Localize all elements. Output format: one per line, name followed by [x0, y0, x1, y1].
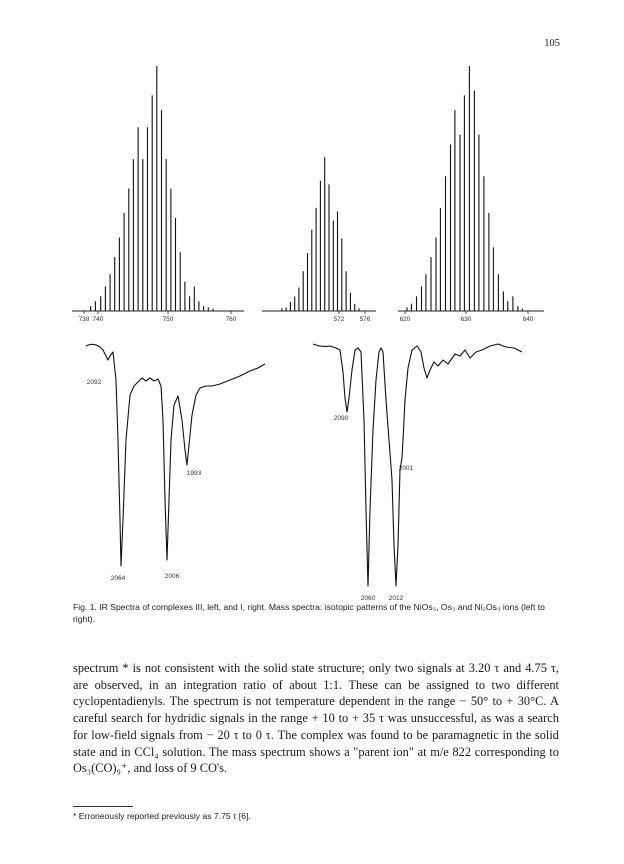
body-line-4: the range − 50° to + 30°C. A careful search for hydridic signals in the range + 10 to [73, 694, 559, 726]
ms-tick-label: 572 [333, 316, 345, 323]
ir-spectrum-1 [86, 344, 265, 582]
ir-band-label: 2001 [398, 465, 414, 472]
body-line-7: mass spectrum shows a "parent ion" at m/e 822 corresponding to Os₃(CO)₉⁺, and [73, 744, 559, 776]
ms-tick-label: 620 [399, 316, 411, 323]
ms-tick-label: 630 [460, 316, 472, 323]
ms-tick-label: 576 [359, 316, 371, 323]
ir-band-label: 1993 [186, 470, 202, 477]
page-number: 105 [544, 38, 560, 49]
body-line-1: spectrum * is not consistent with the solid state structure; only two signals at 3.20 τ [73, 661, 500, 675]
ms-tick-label: 738 [78, 316, 90, 323]
body-line-8: loss of 9 CO's. [154, 761, 228, 776]
ir-band-label: 2090 [333, 415, 349, 422]
mass-spectrum-2 [262, 157, 376, 323]
ms-tick-label: 760 [225, 316, 237, 323]
footnote-rule [73, 806, 133, 807]
ir-trace [313, 344, 522, 586]
figure-caption: Fig. 1. IR Spectra of complexes III, left, and I, right. Mass spectra: isotopic patterns of the NiOs₃, Os₃ and Ni₂Os₃ ions (left to right). [73, 602, 545, 624]
ir-band-label: 2092 [86, 379, 102, 386]
ms-tick-label: 750 [162, 316, 174, 323]
body-line-5: + 35 τ was unsuccessful, as was a search for low-field signals from − 20 τ to 0 τ. The [73, 711, 559, 742]
body-line-6: complex was found to be paramagnetic in the solid state and in CCl₄ solution. The [73, 727, 559, 759]
body-line-2: and 4.75 τ, are observed, in an integration ratio of about 1:1. These can be assigned [73, 661, 559, 692]
footnote: * Erroneously reported previously as 7.75 τ [6]. [73, 811, 251, 821]
ir-band-label: 2012 [388, 595, 404, 600]
body-paragraph [73, 660, 559, 777]
mass-spectrum-3 [398, 66, 544, 323]
ir-spectrum-2 [313, 344, 522, 600]
ir-trace [86, 344, 265, 566]
ms-tick-label: 640 [522, 316, 534, 323]
ir-band-label: 2060 [360, 595, 376, 600]
mass-spectra [72, 66, 544, 323]
mass-spectrum-1 [72, 66, 244, 323]
ms-tick-label: 740 [92, 316, 104, 323]
ir-band-label: 2006 [164, 573, 180, 580]
ir-band-label: 2064 [110, 575, 126, 582]
body-line-3: to two different cyclopentadienyls. The spectrum is not temperature dependent in [73, 677, 559, 709]
ir-spectra [86, 344, 522, 600]
